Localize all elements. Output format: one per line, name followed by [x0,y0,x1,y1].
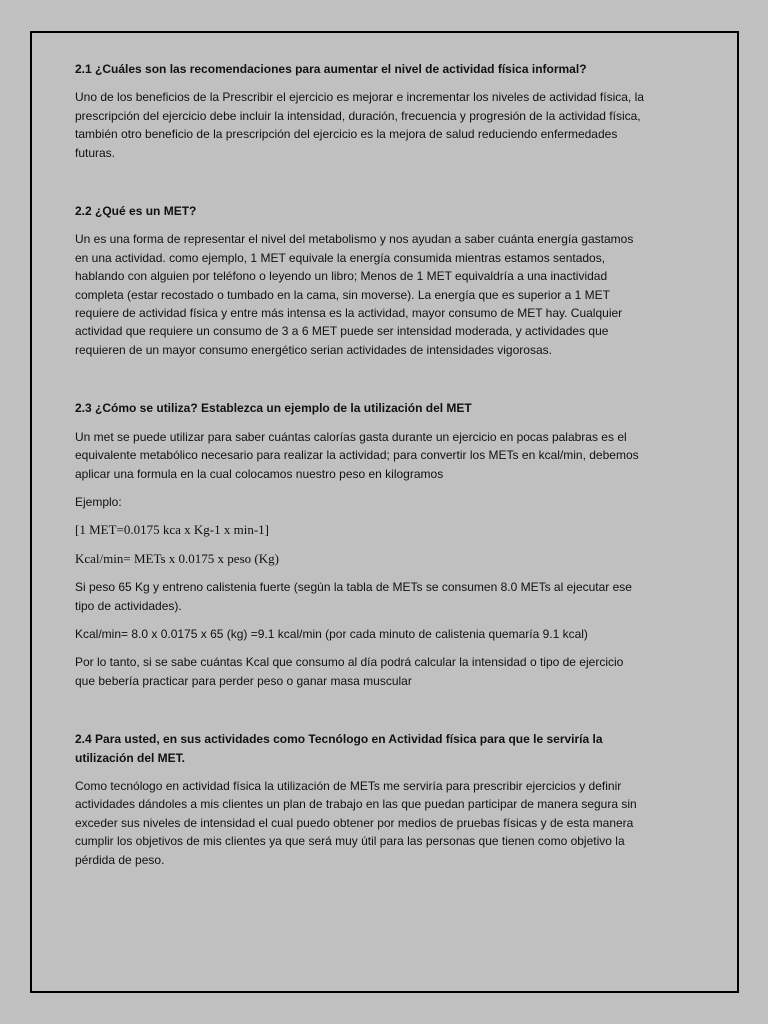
formula-met: [1 MET=0.0175 kca x Kg-1 x min-1] [75,522,269,538]
conclusion-text: Por lo tanto, si se sabe cuántas Kcal que consumo al día podrá calcular la intensidad o tipo de ejercicio que bebería practicar para perder peso o ganar masa muscular [75,655,624,688]
question-2-4: 2.4 Para usted, en sus actividades como Tecnólogo en Actividad física para que le serviría la utilización del MET. [75,732,603,765]
example-label: Ejemplo: [75,494,122,509]
example-text: Si peso 65 Kg y entreno calistenia fuerte (según la tabla de METs se consumen 8.0 METs al ejecutar ese tipo de actividades). [75,580,632,613]
calculation-text: Kcal/min= 8.0 x 0.0175 x 65 (kg) =9.1 kcal/min (por cada minuto de calistenia quemaría 9.1 kcal) [75,626,588,641]
formula-kcal: Kcal/min= METs x 0.0175 x peso (Kg) [75,550,279,566]
answer-2-2: Un es una forma de representar el nivel del metabolismo y nos ayudan a saber cuánta energía gastamos en una actividad. como ejemplo, 1 MET equivale la energía consumida mientras estamos sentados, hablando con alguien por teléfono o leyendo un libro; Menos de 1 MET equivaldría a una inactividad completa (estar recostado o tumbado en la cama, sin moverse). La energía que es superior a 1 MET requiere de actividad física y entre más intensa es la actividad, mayor consumo de MET hay. Cualquier actividad que requiere un consumo de 3 a 6 MET puede ser intensidad moderada, y actividades que requieren de un mayor consumo energético serian actividades de intensidades vigorosas. [75,232,634,357]
question-2-2: 2.2 ¿Qué es un MET? [75,204,197,219]
question-2-3: 2.3 ¿Cómo se utiliza? Establezca un ejemplo de la utilización del MET [75,401,472,416]
document-content [75,60,645,869]
question-2-1: 2.1 ¿Cuáles son las recomendaciones para aumentar el nivel de actividad física informal? [75,62,587,76]
answer-2-4: Como tecnólogo en actividad física la utilización de METs me serviría para prescribir ejercicios y definir actividades dándoles a mis clientes un plan de trabajo en las que puedan participar de manera segura sin exceder sus niveles de intensidad el cual puedo obtener por medios de pruebas físicas y de esta manera cumplir los objetivos de mis clientes ya que será muy útil para las personas que tienen como objetivo la pérdida de peso. [75,778,637,867]
answer-2-3: Un met se puede utilizar para saber cuántas calorías gasta durante un ejercicio en pocas palabras es el equivalente metabólico necesario para realizar la actividad; para convertir los METs en kcal/min, debemos aplicar una formula en la cual colocamos nuestro peso en kilogramos [75,429,639,481]
answer-2-1: Uno de los beneficios de la Prescribir el ejercicio es mejorar e incrementar los niveles de actividad física, la prescripción del ejercicio debe incluir la intensidad, duración, frecuencia y progresión de la actividad física, también otro beneficio de la prescripción del ejercicio es la mejora de salud reduciendo enfermedades futuras. [75,90,644,160]
